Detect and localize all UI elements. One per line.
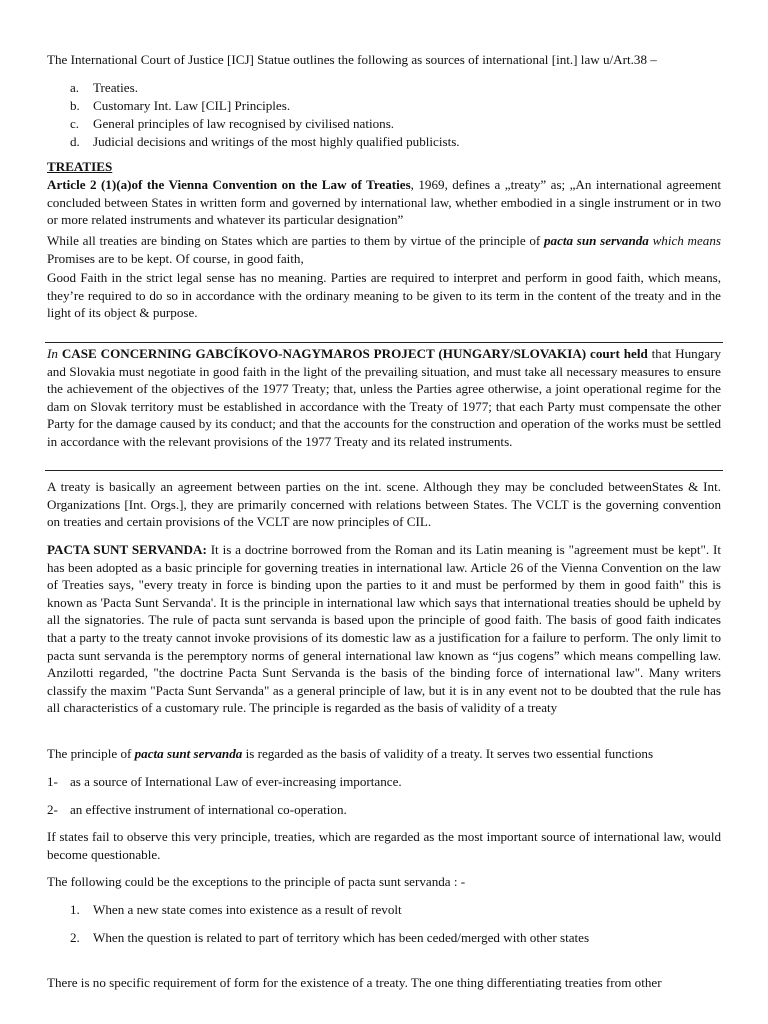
- intro-paragraph: The International Court of Justice [ICJ] Statue outlines the following as sources of international [int.] law u/Art.38 –: [47, 52, 657, 67]
- good-faith-paragraph: Good Faith in the strict legal sense has no meaning. Parties are required to interpret and perform in good faith, which means, they’re required to do so in accordance with the ordinary meaning to be given to its term in the content of the treaty and in the light of its object & purpose.: [47, 270, 721, 321]
- list-marker: c.: [70, 116, 80, 131]
- fail-paragraph: If states fail to observe this very principle, treaties, which are regarded as the most important source of international law, would become questionable.: [47, 829, 721, 862]
- divider: [45, 342, 723, 343]
- list-marker: 1.: [70, 902, 80, 917]
- article-paragraph: [47, 176, 721, 229]
- list-item: [47, 801, 721, 819]
- case-paragraph: [47, 345, 721, 451]
- case-title: CASE CONCERNING GABCÍKOVO-NAGYMAROS PROJECT (HUNGARY/SLOVAKIA) court held: [57, 346, 648, 361]
- pacta-text: It is a doctrine borrowed from the Roman and its Latin meaning is "agreement must be kept". It has been adopted as a basic principle for governing treaties in international law. Article 26 of the Vienna Convention on the law of Treaties says, "every treaty in force is binding upon the parties to it and must be performed by them in good faith" this is known as 'Pacta Sunt Servanda'. It is the principle in international law which says that international treaties should be upheld by all the signatories. The rule of pacta sunt servanda is based upon the principle of good faith. The basis of good faith indicates that a party to the treaty cannot invoke provisions of its domestic law as a justification for a failure to perform. The only limit to pacta sunt servanda is the peremptory norms of general international law known as “jus cogens” which means compelling law. Anzilotti regarded, "the doctrine Pacta Sunt Servanda is the basis of the binding force of international law". Many writers classify the maxim "Pacta Sunt Servanda" as a general principle of law, but it is in any event not to be doubted that the rule has all characteristics of a customary rule. The principle is regarded as the basis of validity of a treaty: [47, 542, 721, 716]
- list-marker: 2-: [47, 802, 58, 817]
- divider: [45, 470, 723, 471]
- binding-text: While all treaties are binding on States which are parties to them by virtue of the principle of: [47, 233, 544, 248]
- list-marker: 2.: [70, 930, 80, 945]
- list-marker: b.: [70, 98, 80, 113]
- principle-after: is regarded as the basis of validity of a treaty. It serves two essential functions: [242, 746, 654, 761]
- binding-term: pacta sun servanda: [543, 233, 649, 248]
- list-text: Judicial decisions and writings of the most highly qualified publicists.: [93, 134, 460, 149]
- list-text: Treaties.: [93, 80, 138, 95]
- article-text: , 1969, defines a „treaty” as; „An international agreement concluded between States in written form and governed by international law, whether embodied in a single instrument or in two or more related instruments and whatever its particular designation”: [47, 177, 721, 228]
- list-item: [47, 901, 721, 919]
- pacta-paragraph: [47, 541, 721, 717]
- binding-tail: Promises are to be kept. Of course, in good faith,: [47, 250, 304, 266]
- principle-term: pacta sunt servanda: [134, 746, 243, 761]
- list-text: When a new state comes into existence as a result of revolt: [93, 902, 402, 917]
- section-heading: TREATIES: [47, 159, 113, 174]
- list-item: [47, 773, 721, 791]
- article-reference: Article 2 (1)(a)of the Vienna Convention on the Law of Treaties: [47, 177, 411, 192]
- case-prefix: In: [47, 346, 58, 361]
- treaties-heading: [47, 158, 721, 176]
- principle-before: The principle of: [47, 746, 135, 761]
- list-marker: 1-: [47, 774, 58, 789]
- list-item: [47, 929, 721, 947]
- pacta-term: PACTA SUNT SERVANDA:: [47, 542, 207, 557]
- list-text: General principles of law recognised by civilised nations.: [93, 116, 395, 131]
- treaty-definition-paragraph: A treaty is basically an agreement between parties on the int. scene. Although they may be concluded betweenStates & Int. Organizations [Int. Orgs.], they are primarily concerned with relations between States. The VCLT is the governing convention on treaties and certain provisions of the VCLT are now principles of CIL.: [47, 479, 721, 530]
- list-text: an effective instrument of international co-operation.: [70, 802, 347, 817]
- binding-means: which means: [652, 233, 721, 248]
- form-paragraph: There is no specific requirement of form for the existence of a treaty. The one thing differentiating treaties from other: [47, 975, 662, 990]
- list-text: Customary Int. Law [CIL] Principles.: [93, 98, 291, 113]
- list-text: as a source of International Law of ever-increasing importance.: [70, 774, 402, 789]
- binding-paragraph: [47, 232, 721, 267]
- sources-list: [47, 79, 721, 151]
- case-text: that Hungary and Slovakia must negotiate in good faith in the light of the prevailing situation, and must take all necessary measures to ensure the achievement of the objectives of the 1977 Treaty; that, unless the Parties agree otherwise, a joint operational regime for the dam on Slovak territory must be established in accordance with the Treaty of 1977; that each Party must compensate the other Party for the damage caused by its conduct; and that the accounts for the construction and operation of the works must be settled in accordance with the relevant provisions of the 1977 Treaty and its related instruments.: [47, 346, 721, 449]
- principle-paragraph: [47, 745, 721, 763]
- list-text: When the question is related to part of territory which has been ceded/merged with other states: [93, 930, 590, 945]
- exceptions-intro: The following could be the exceptions to the principle of pacta sunt servanda : -: [47, 874, 466, 889]
- list-marker: a.: [70, 80, 80, 95]
- list-marker: d.: [70, 134, 80, 149]
